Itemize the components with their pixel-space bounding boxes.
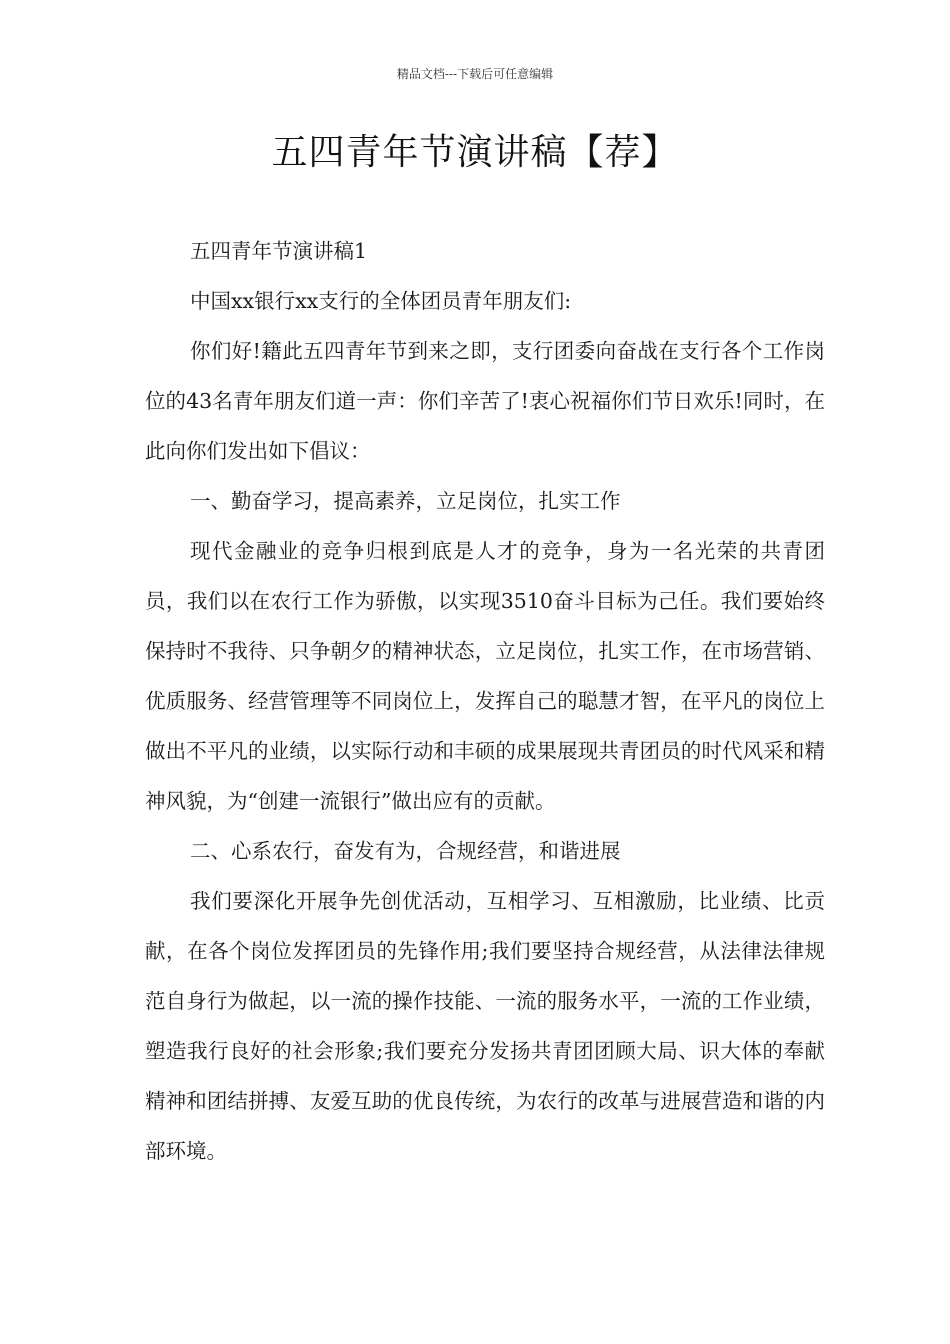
document-title: 五四青年节演讲稿【荐】 — [271, 132, 679, 173]
header-note: 精品文档---下载后可任意编辑 — [396, 67, 554, 81]
paragraph-section-2: 我们要深化开展争先创优活动，互相学习、互相激励，比业绩、比贡献，在各个岗位发挥团员的先锋作用;我们要坚持合规经营，从法律法律规范自身行为做起，以一流的操作技能、一流的服务水平，一流的工作业绩，塑造我行良好的社会形象;我们要充分发扬共青团团顾大局、识大体的奉献精神和团结拼搏、友爱互助的优良传统，为农行的改革与进展营造和谐的内部环境。 — [145, 889, 825, 1163]
paragraph-salutation: 中国xx银行xx支行的全体团员青年朋友们: — [190, 289, 572, 313]
paragraph-greeting: 你们好!籍此五四青年节到来之即，支行团委向奋战在支行各个工作岗位的43名青年朋友们道一声：你们辛苦了!衷心祝福你们节日欢乐!同时，在此向你们发出如下倡议： — [145, 339, 825, 463]
paragraph-section-1: 现代金融业的竞争归根到底是人才的竞争，身为一名光荣的共青团员，我们以在农行工作为骄傲，以实现3510奋斗目标为己任。我们要始终保持时不我待、只争朝夕的精神状态，立足岗位，扎实工作，在市场营销、优质服务、经营管理等不同岗位上，发挥自己的聪慧才智，在平凡的岗位上做出不平凡的业绩，以实际行动和丰硕的成果展现共青团员的时代风采和精神风貌，为“创建一流银行”做出应有的贡献。 — [145, 539, 825, 813]
section-heading-2: 二、心系农行，奋发有为，合规经营，和谐进展 — [190, 839, 621, 863]
document-body — [145, 226, 825, 1176]
section-heading-1: 一、勤奋学习，提高素养，立足岗位，扎实工作 — [190, 489, 621, 513]
paragraph-subtitle: 五四青年节演讲稿1 — [190, 239, 368, 263]
